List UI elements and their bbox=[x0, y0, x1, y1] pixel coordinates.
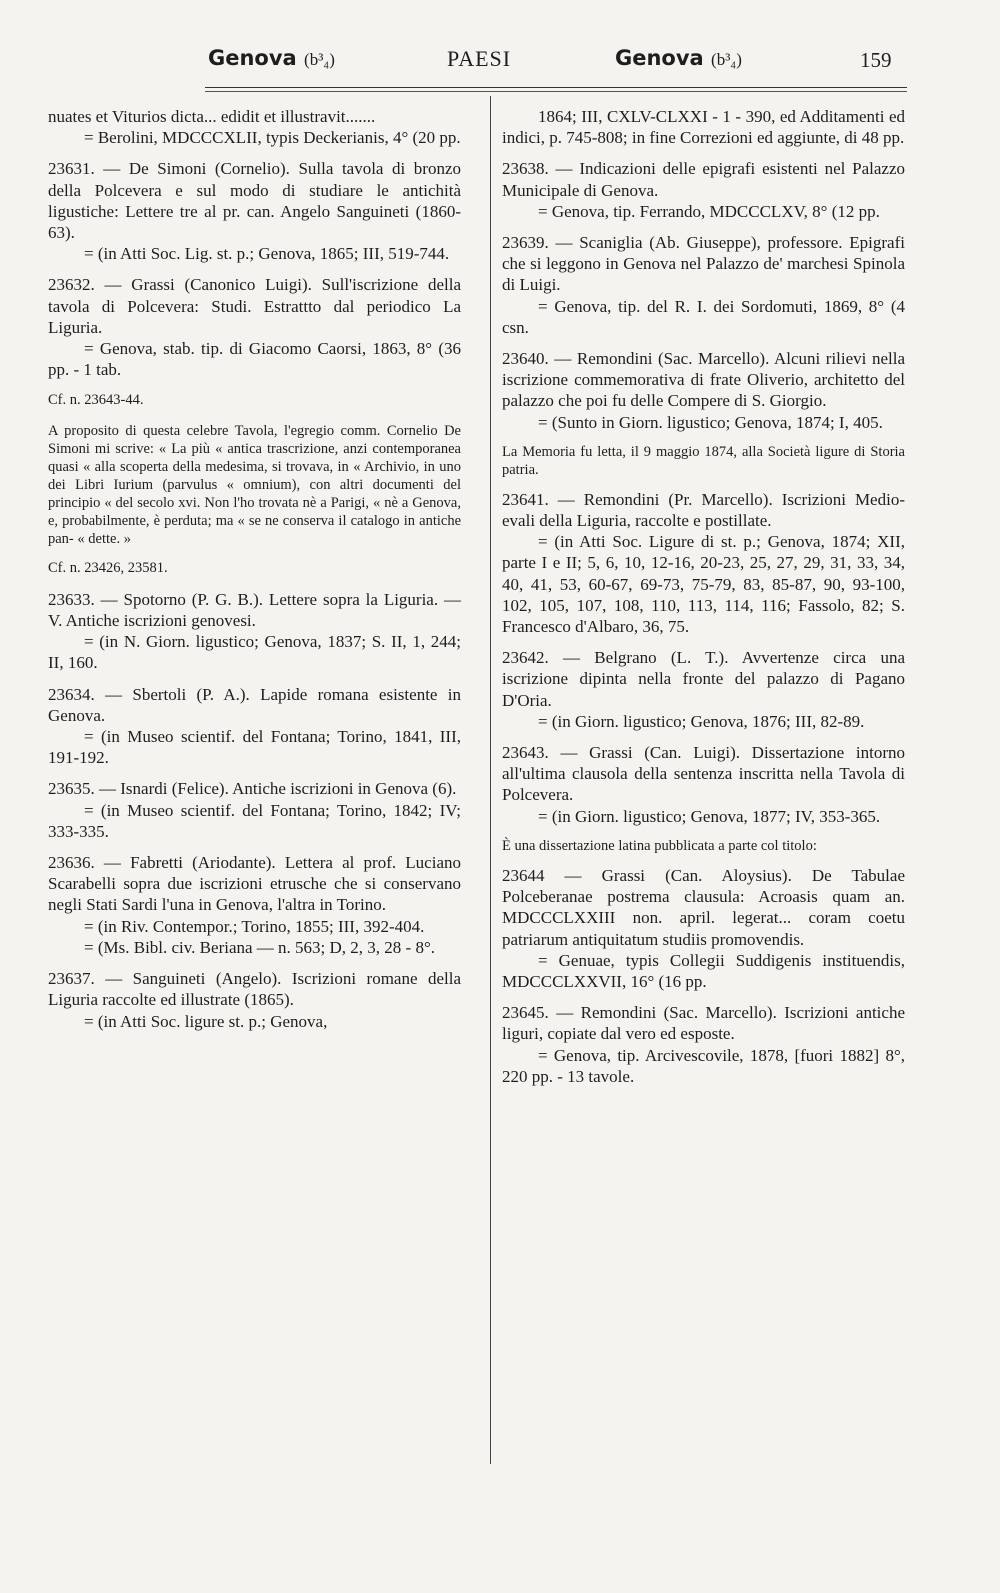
entry-text: 23638. — Indicazioni delle epigrafi esistenti nel Palazzo Municipale di Genova. bbox=[502, 159, 905, 200]
footnote-tavola: A proposito di questa celebre Tavola, l'egregio comm. Cornelio De Simoni mi scrive: « La più « antica trascrizione, anzi contemporanea quasi « alla scoperta della medesima, si trovava, in « Archivio, in uno dei Libri Iurium (parvulus « omnium), con altri documenti del principio « del secolo xvi. Non l'ho trovata nè a Parigi, « nè a Genova, e, probabilmente, è perduta; ma « se ne conserva il catalogo in antiche pan- « dette. » bbox=[48, 422, 461, 547]
page-number: 159 bbox=[860, 48, 892, 72]
entry-23633 bbox=[48, 589, 461, 674]
entry-imprint: = (in Atti Soc. Ligure di st. p.; Genova, 1874; XII, parte I e II; 5, 6, 10, 12-16, 20-23, 25, 27, 29, 31, 33, 34, 40, 41, 53, 60-67, 69-73, 75-79, 83, 85-87, 90, 93-100, 102, 105, 107, 108, 110, 113, 114, 116; Fassolo, 82; S. Francesco d'Albaro, 36, 75. bbox=[502, 532, 905, 637]
entry-text: 23632. — Grassi (Canonico Luigi). Sull'iscrizione della tavola di Polcevera: Studi. Estrattto dal periodico La Liguria. bbox=[48, 275, 461, 337]
entry-23645 bbox=[502, 1002, 905, 1087]
entry-imprint: = (Ms. Bibl. civ. Beriana — n. 563; D, 2, 3, 28 - 8°. bbox=[84, 937, 435, 957]
entry-imprint: = (in N. Giorn. ligustico; Genova, 1837; S. II, 1, 244; II, 160. bbox=[48, 632, 461, 673]
entry-23638 bbox=[502, 158, 905, 222]
entry-23636 bbox=[48, 852, 461, 958]
header-left-title: Genova (b³₄) bbox=[208, 46, 335, 70]
entry-imprint: = Genova, stab. tip. di Giacomo Caorsi, 1863, 8° (36 pp. - 1 tab. bbox=[48, 339, 461, 380]
right-column bbox=[502, 106, 905, 1097]
entry-23639 bbox=[502, 232, 905, 338]
entry-imprint: = Genuae, typis Collegii Suddigenis instituendis, MDCCCLXXVII, 16° (16 pp. bbox=[502, 950, 905, 991]
entry-imprint: = Berolini, MDCCCXLII, typis Deckerianis, 4° (20 pp. bbox=[84, 128, 461, 148]
footnote-memoria: La Memoria fu letta, il 9 maggio 1874, alla Società ligure di Storia patria. bbox=[502, 443, 905, 478]
entry-text: 23640. — Remondini (Sac. Marcello). Alcuni rilievi nella iscrizione commemorativa di frate Oliverio, architetto del palazzo che poi fu delle Compere di S. Giorgio. bbox=[502, 349, 905, 411]
footnote-dissertazione: È una dissertazione latina pubblicata a parte col titolo: bbox=[502, 837, 817, 854]
cross-reference: Cf. n. 23426, 23581. bbox=[48, 559, 168, 576]
entry-imprint: = Genova, tip. del R. I. dei Sordomuti, 1869, 8° (4 csn. bbox=[502, 296, 905, 337]
entry-23635 bbox=[48, 778, 461, 842]
entry-imprint: = (in Museo scientif. del Fontana; Torino, 1841, III, 191-192. bbox=[48, 727, 461, 768]
entry-imprint: = (in Museo scientif. del Fontana; Torino, 1842; IV; 333-335. bbox=[48, 800, 461, 841]
entry-text: 23642. — Belgrano (L. T.). Avvertenze circa una iscrizione dipinta nella fronte del palazzo di Pagano D'Oria. bbox=[502, 648, 905, 710]
header-rule-secondary bbox=[205, 91, 907, 92]
entry-23641 bbox=[502, 489, 905, 637]
entry-imprint: = Genova, tip. Ferrando, MDCCCLXV, 8° (12 pp. bbox=[538, 201, 880, 221]
header-right-title: Genova (b³₄) bbox=[615, 46, 742, 70]
entry-imprint: = (in Atti Soc. ligure st. p.; Genova, bbox=[84, 1011, 328, 1031]
entry-text: 23633. — Spotorno (P. G. B.). Lettere sopra la Liguria. — V. Antiche iscrizioni genovesi. bbox=[48, 589, 461, 631]
header-left-sub: (b³₄) bbox=[304, 50, 335, 69]
entry-text: 23639. — Scaniglia (Ab. Giuseppe), professore. Epigrafi che si leggono in Genova nel Palazzo de' marchesi Spinola di Luigi. bbox=[502, 233, 905, 295]
entry-imprint: = Genova, tip. Arcivescovile, 1878, [fuori 1882] 8°, 220 pp. - 13 tavole. bbox=[502, 1045, 905, 1086]
entry-continuation-left bbox=[48, 106, 461, 148]
entry-23644 bbox=[502, 865, 905, 992]
entry-imprint: = (in Giorn. ligustico; Genova, 1877; IV, 353-365. bbox=[538, 806, 881, 826]
entry-text: 23644 — Grassi (Can. Aloysius). De Tabulae Polceberanae postrema clausula: Acroasis quam an. MDCCCLXXIII non. april. legerat... coram coetu patriarum antiquitatum studiis promovendis. bbox=[502, 865, 905, 949]
entry-imprint: = (in Giorn. ligustico; Genova, 1876; III, 82-89. bbox=[538, 711, 865, 731]
entry-imprint: = (Sunto in Giorn. ligustico; Genova, 1874; I, 405. bbox=[538, 412, 883, 432]
entry-imprint: = (in Atti Soc. Lig. st. p.; Genova, 1865; III, 519-744. bbox=[84, 244, 450, 264]
entry-text: 23643. — Grassi (Can. Luigi). Dissertazione intorno all'ultima clausola della sentenza inscritta nella Tavola di Polcevera. bbox=[502, 743, 905, 805]
entry-text: 23641. — Remondini (Pr. Marcello). Iscrizioni Medio-evali della Liguria, raccolte e postillate. bbox=[502, 489, 905, 531]
page-header bbox=[0, 0, 1000, 95]
header-rule bbox=[205, 87, 907, 88]
entry-imprint: = (in Riv. Contempor.; Torino, 1855; III, 392-404. bbox=[84, 916, 425, 936]
entry-text: 23634. — Sbertoli (P. A.). Lapide romana esistente in Genova. bbox=[48, 684, 461, 725]
entry-text: 23645. — Remondini (Sac. Marcello). Iscrizioni antiche liguri, copiate dal vero ed esposte. bbox=[502, 1003, 905, 1044]
entry-23631 bbox=[48, 158, 461, 264]
entry-continuation-right bbox=[502, 106, 905, 148]
column-divider bbox=[490, 96, 491, 1464]
entry-23643 bbox=[502, 742, 905, 827]
entry-text: 23635. — Isnardi (Felice). Antiche iscrizioni in Genova (6). bbox=[48, 779, 457, 799]
entry-23637 bbox=[48, 968, 461, 1032]
entry-text: nuates et Viturios dicta... edidit et illustravit....... bbox=[48, 107, 376, 126]
entry-23640 bbox=[502, 348, 905, 433]
entry-text: 23631. — De Simoni (Cornelio). Sulla tavola di bronzo della Polcevera e sul modo di studiare le antichità ligustiche: Lettere tre al pr. can. Angelo Sanguineti (1860-63). bbox=[48, 159, 461, 243]
entry-text: 23636. — Fabretti (Ariodante). Lettera al prof. Luciano Scarabelli sopra due iscrizioni etrusche che si conservano negli Stati Sardi l'una in Genova, l'altra in Torino. bbox=[48, 853, 461, 915]
header-right-sub: (b³₄) bbox=[711, 50, 742, 69]
entry-text: 1864; III, CXLV-CLXXI - 1 - 390, ed Additamenti ed indici, p. 745-808; in fine Correzioni ed aggiunte, di 48 pp. bbox=[502, 107, 905, 148]
entry-23634 bbox=[48, 684, 461, 769]
header-center-title: PAESI bbox=[447, 46, 512, 71]
left-column bbox=[48, 106, 461, 1042]
cross-reference: Cf. n. 23643-44. bbox=[48, 392, 144, 409]
entry-23642 bbox=[502, 647, 905, 732]
entry-23632 bbox=[48, 274, 461, 380]
entry-text: 23637. — Sanguineti (Angelo). Iscrizioni romane della Liguria raccolte ed illustrate (1865). bbox=[48, 969, 461, 1010]
